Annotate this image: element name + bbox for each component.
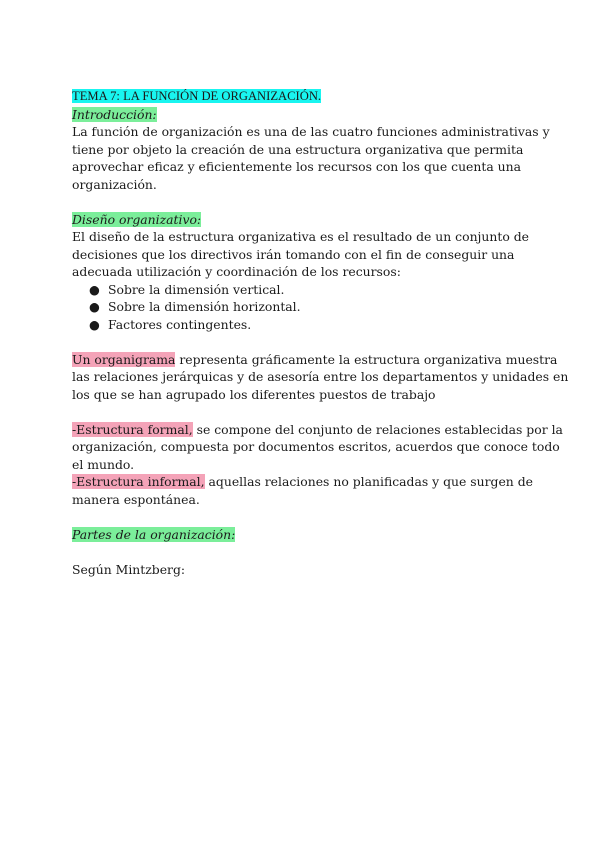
- bullet-text: Sobre la dimensión vertical.: [108, 281, 285, 297]
- informal-line: [72, 473, 532, 491]
- intro-paragraph-line: tiene por objeto la creación de una estructura organizativa que permita: [72, 141, 524, 157]
- partes-heading: Partes de la organización:: [72, 526, 236, 542]
- spacer: [72, 333, 532, 351]
- spacer: [72, 508, 532, 526]
- bullet-text: Sobre la dimensión horizontal.: [108, 299, 301, 314]
- bullet-item: [89, 298, 532, 316]
- spacer: [72, 193, 532, 211]
- organigrama-line: [72, 351, 558, 369]
- bullet-item: [89, 281, 532, 299]
- spacer: [72, 543, 532, 561]
- organigrama-term: Un organigrama: [72, 351, 176, 367]
- diseno-heading-line: [72, 211, 532, 229]
- intro-paragraph-line: organización.: [72, 176, 157, 192]
- formal-term: -Estructura formal,: [72, 421, 193, 437]
- organigrama-paragraph-line: las relaciones jerárquicas y de asesoría entre los departamentos y unidades en: [72, 369, 569, 384]
- intro-paragraph-line: aprovechar eficaz y eficientemente los recursos con los que cuenta una: [72, 159, 522, 174]
- partes-heading-line: [72, 526, 532, 544]
- intro-heading: Introducción:: [72, 106, 157, 122]
- diseno-paragraph-line: El diseño de la estructura organizativa es el resultado de un conjunto de: [72, 229, 529, 244]
- mintzberg-line: Según Mintzberg:: [72, 561, 186, 577]
- formal-line: [72, 421, 563, 439]
- bullet-text: Factores contingentes.: [108, 316, 252, 332]
- bullet-dot-icon: ●: [89, 281, 100, 297]
- intro-heading-line: [72, 106, 532, 124]
- diseno-paragraph-line: decisiones que los directivos irán tomando con el fin de conseguir una: [72, 246, 515, 262]
- document-title: TEMA 7: LA FUNCIÓN DE ORGANIZACIÓN.: [72, 89, 322, 103]
- organigrama-paragraph-line: los que se han agrupado los diferentes puestos de trabajo: [72, 386, 436, 402]
- organigrama-text: representa gráficamente la estructura organizativa muestra: [175, 351, 558, 367]
- formal-text: se compone del conjunto de relaciones establecidas por la: [192, 421, 563, 437]
- bullet-dot-icon: ●: [89, 316, 100, 332]
- bullet-item: [89, 316, 532, 334]
- diseno-paragraph-line: adecuada utilización y coordinación de los recursos:: [72, 264, 401, 279]
- informal-text: aquellas relaciones no planificadas y que surgen de: [204, 474, 533, 489]
- formal-paragraph-line: el mundo.: [72, 456, 135, 472]
- informal-paragraph-line: manera espontánea.: [72, 491, 200, 507]
- spacer: [72, 403, 532, 421]
- intro-paragraph-line: La función de organización es una de las cuatro funciones administrativas y: [72, 124, 550, 139]
- diseno-bullet-list: [72, 281, 532, 334]
- formal-paragraph-line: organización, compuesta por documentos escritos, acuerdos que conoce todo: [72, 439, 560, 454]
- bullet-dot-icon: ●: [89, 299, 100, 314]
- diseno-heading: Diseño organizativo:: [72, 211, 202, 227]
- informal-term: -Estructura informal,: [72, 474, 205, 489]
- document-title-line: [72, 88, 532, 106]
- document-page: [72, 88, 569, 578]
